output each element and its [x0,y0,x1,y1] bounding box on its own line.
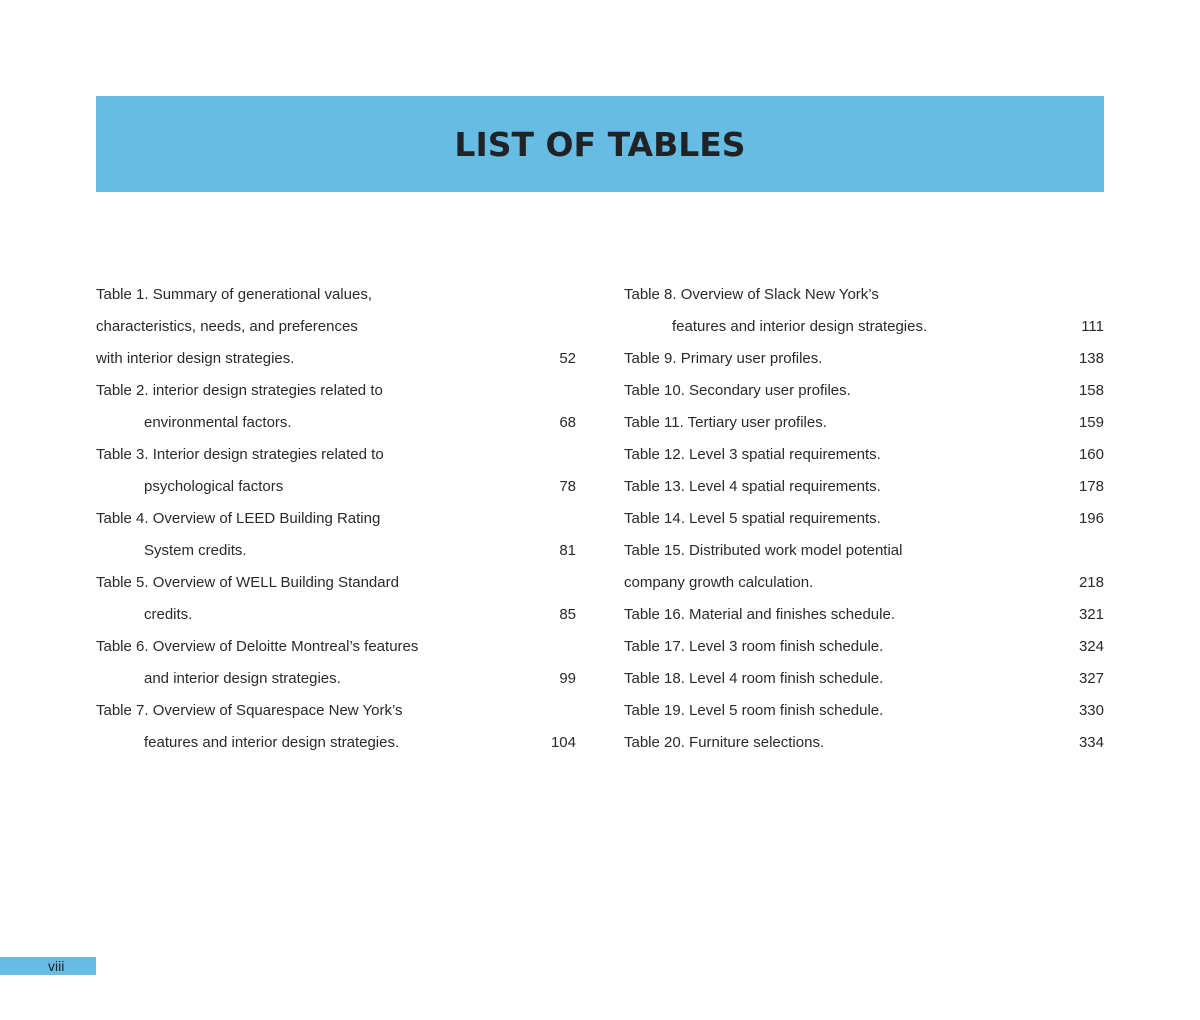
table-entry-title: Table 7. Overview of Squarespace New York’s [96,702,403,719]
table-list-entry [624,311,1104,343]
table-entry-title: Table 17. Level 3 room finish schedule. [624,638,884,655]
table-list-entry [624,695,1104,727]
table-entry-page-number: 324 [1078,638,1104,655]
table-entry-title: Table 2. interior design strategies related to [96,382,383,399]
table-list-entry [624,535,1104,567]
table-list-entry [96,471,576,503]
table-entry-page-number: 99 [559,670,576,687]
table-entry-title: credits. [144,606,193,623]
page-title: LIST OF TABLES [454,124,746,164]
table-entry-title: Table 18. Level 4 room finish schedule. [624,670,884,687]
table-entry-page-number: 158 [1078,382,1104,399]
table-list-entry [96,695,576,727]
page-number: viii [48,958,65,974]
table-entry-page-number: 330 [1078,702,1104,719]
table-entry-title: Table 13. Level 4 spatial requirements. [624,478,881,495]
table-list-entry [624,727,1104,759]
table-entry-page-number: 68 [559,414,576,431]
table-entry-page-number: 327 [1078,670,1104,687]
table-list-entry [624,631,1104,663]
table-entry-page-number: 159 [1078,414,1104,431]
table-list-entry [624,567,1104,599]
table-list-entry [96,503,576,535]
table-entry-title: psychological factors [144,478,284,495]
table-entry-title: environmental factors. [144,414,292,431]
table-entry-title: Table 16. Material and finishes schedule. [624,606,895,623]
table-entry-page-number: 85 [559,606,576,623]
table-entry-title: Table 3. Interior design strategies related to [96,446,384,463]
table-list-entry [96,311,576,343]
table-entry-page-number: 196 [1078,510,1104,527]
table-list-entry [624,375,1104,407]
table-list-entry [96,407,576,439]
table-entry-title: Table 4. Overview of LEED Building Rating [96,510,381,527]
table-list-entry [624,407,1104,439]
table-entry-title: Table 14. Level 5 spatial requirements. [624,510,881,527]
table-entry-page-number: 111 [1081,318,1104,335]
table-entry-title: characteristics, needs, and preferences [96,318,358,335]
table-list-entry [96,599,576,631]
table-list-entry [624,439,1104,471]
table-list-entry [96,663,576,695]
table-entry-title: Table 20. Furniture selections. [624,734,825,751]
table-entry-title: Table 6. Overview of Deloitte Montreal’s features [96,638,419,655]
table-entry-page-number: 334 [1078,734,1104,751]
title-banner [96,96,1104,192]
table-entry-title: features and interior design strategies. [672,318,928,335]
table-entry-title: Table 19. Level 5 room finish schedule. [624,702,884,719]
table-entry-title: Table 5. Overview of WELL Building Standard [96,574,399,591]
table-entry-title: and interior design strategies. [144,670,341,687]
table-entry-title: System credits. [144,542,247,559]
table-entry-title: Table 9. Primary user profiles. [624,350,823,367]
table-entry-title: Table 15. Distributed work model potential [624,542,903,559]
table-list-entry [96,439,576,471]
table-list-entry [624,663,1104,695]
table-entry-page-number: 81 [559,542,576,559]
table-list-entry [96,343,576,375]
table-entry-page-number: 321 [1078,606,1104,623]
table-entry-title: Table 10. Secondary user profiles. [624,382,851,399]
table-entry-page-number: 138 [1078,350,1104,367]
table-list-entry [96,727,576,759]
table-entry-page-number: 78 [559,478,576,495]
table-entry-title: Table 12. Level 3 spatial requirements. [624,446,881,463]
table-list-left-column [96,279,576,759]
table-entry-page-number: 178 [1078,478,1104,495]
table-list-entry [96,375,576,407]
table-list-entry [96,567,576,599]
table-entry-title: with interior design strategies. [96,350,295,367]
table-list-entry [96,631,576,663]
table-list-entry [624,599,1104,631]
table-entry-title: Table 11. Tertiary user profiles. [624,414,827,431]
table-list-entry [624,343,1104,375]
table-list-entry [96,535,576,567]
table-entry-page-number: 104 [550,734,576,751]
table-entry-title: Table 1. Summary of generational values, [96,286,372,303]
table-list-entry [96,279,576,311]
table-entry-title: company growth calculation. [624,574,814,591]
table-entry-page-number: 160 [1078,446,1104,463]
table-list-right-column [624,279,1104,759]
table-list-entry [624,471,1104,503]
table-entry-page-number: 218 [1078,574,1104,591]
table-entry-title: Table 8. Overview of Slack New York’s [624,286,879,303]
table-list-entry [624,279,1104,311]
table-entry-title: features and interior design strategies. [144,734,400,751]
page-number-tab [0,957,96,975]
table-list-entry [624,503,1104,535]
table-entry-page-number: 52 [559,350,576,367]
